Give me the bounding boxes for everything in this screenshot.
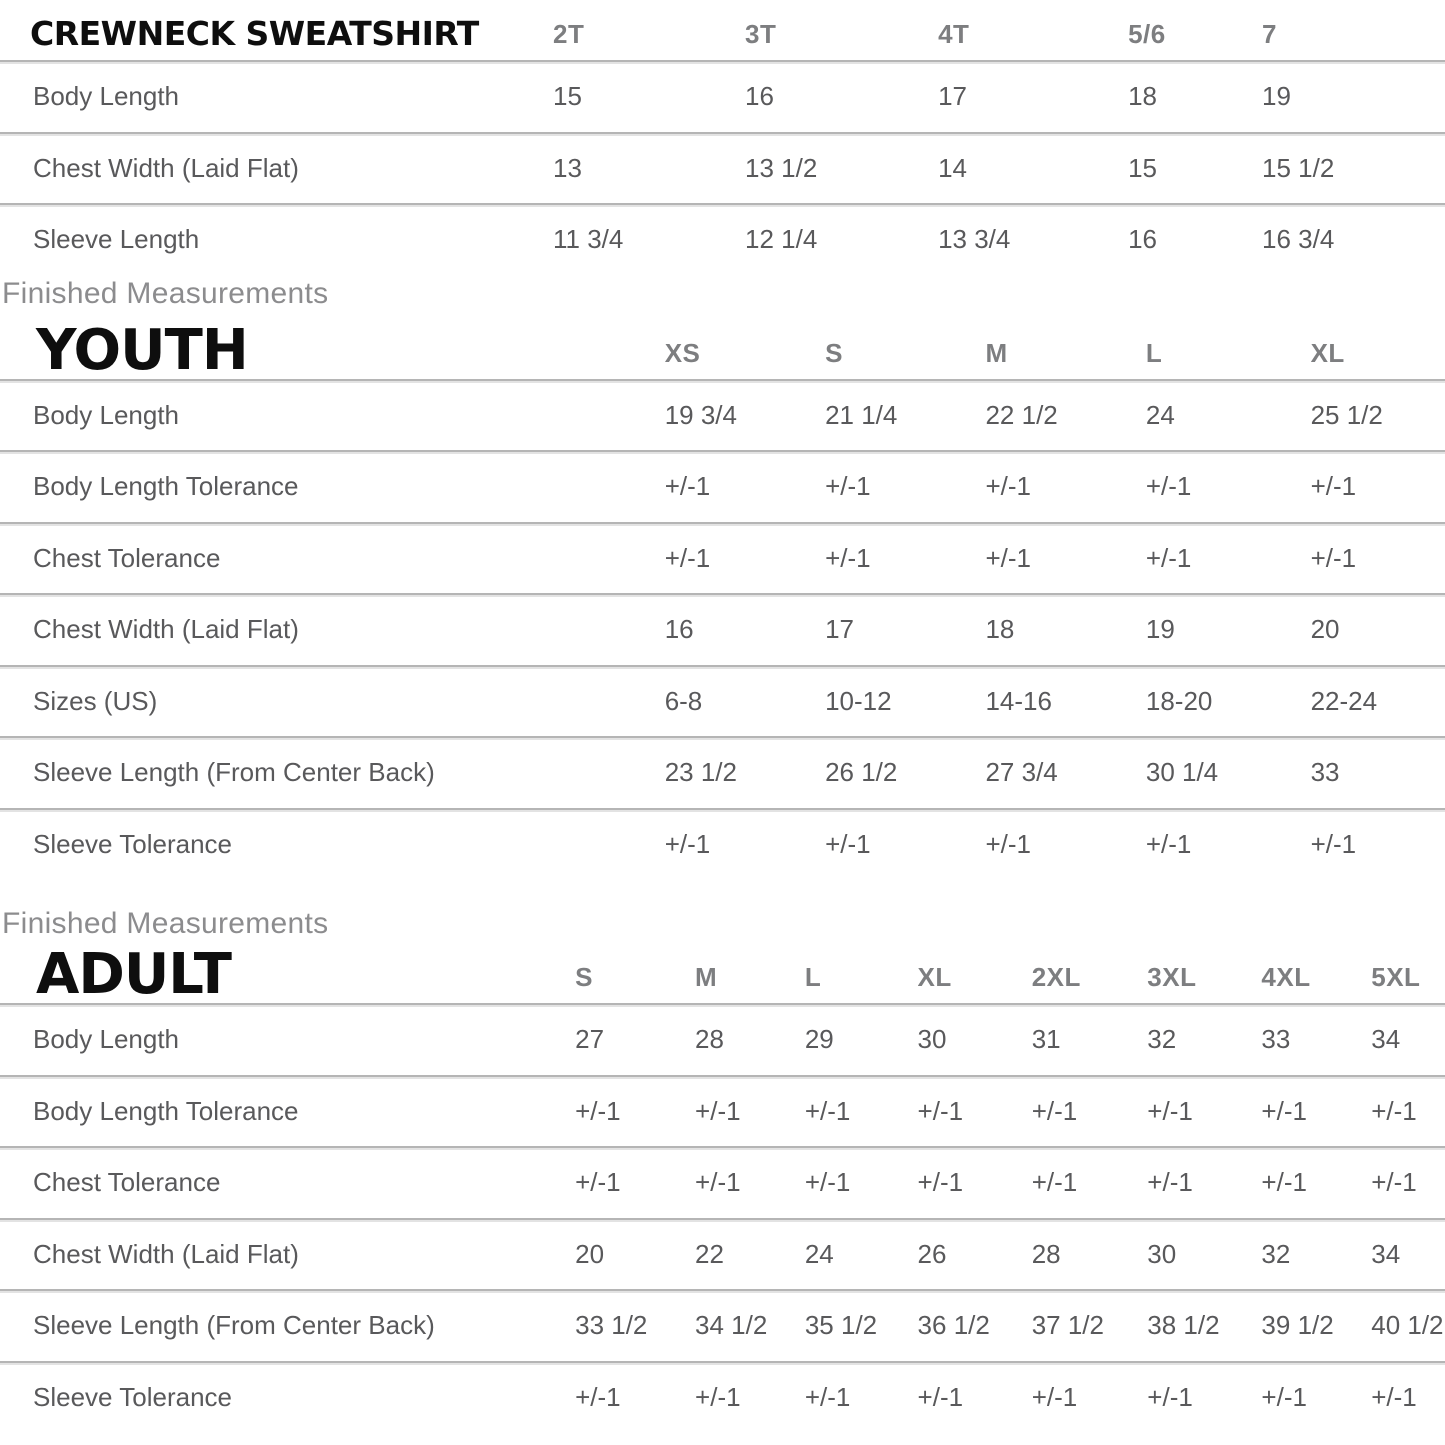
cell-value: +/-1 [575,1095,621,1126]
cell-value: 32 [1147,1024,1177,1055]
adult-section [0,905,1445,1432]
cell-value: 27 3/4 [985,757,1058,788]
cell-value: +/-1 [1261,1167,1307,1198]
cell-value: 32 [1261,1238,1291,1269]
cell-value: 34 [1371,1024,1401,1055]
cell-value: 18-20 [1145,685,1213,716]
table-row [0,1361,1445,1433]
cell-value: +/-1 [825,828,871,859]
cell-value: 23 1/2 [664,757,737,788]
cell-value: +/-1 [825,471,871,502]
cell-value: +/-1 [1261,1095,1307,1126]
cell-value: 17 [825,614,854,645]
column-header: XL [917,962,952,992]
section-title: CREWNECK SWEATSHIRT [30,17,479,53]
cell-value: 12 1/4 [745,224,818,255]
cell-value: 31 [1031,1024,1061,1055]
finished-measurements-label: Finished Measurements [2,907,329,940]
row-label: Sizes (US) [33,685,158,716]
cell-value: 19 [1145,614,1175,645]
youth-section [0,275,1445,880]
youth-header-row [0,313,1445,379]
cell-value: +/-1 [804,1095,851,1126]
cell-value: 24 [1145,399,1175,430]
column-header: M [985,337,1008,368]
cell-value: 22 [695,1238,724,1269]
cell-value: 25 1/2 [1310,399,1383,430]
row-label: Sleeve Length [33,224,200,255]
column-header: 5/6 [1128,19,1166,49]
cell-value: +/-1 [1031,1095,1078,1126]
row-label: Sleeve Length (From Center Back) [33,1310,435,1341]
cell-value: 15 1/2 [1262,152,1335,183]
row-label: Chest Tolerance [33,1167,221,1198]
cell-value: 33 [1310,757,1340,788]
cell-value: 40 1/2 [1371,1310,1444,1341]
cell-value: 17 [938,81,967,112]
cell-value: 20 [575,1238,605,1269]
cell-value: +/-1 [1147,1381,1193,1412]
column-header: L [804,962,822,992]
cell-value: 15 [1128,152,1158,183]
cell-value: 13 [553,152,582,183]
cell-value: 37 1/2 [1031,1310,1104,1341]
cell-value: +/-1 [664,471,711,502]
cell-value: +/-1 [664,542,711,573]
table-row [0,203,1445,275]
adult-header-row [0,943,1445,1003]
cell-value: +/-1 [1145,828,1192,859]
cell-value: 14 [938,152,967,183]
cell-value: 30 [1147,1238,1177,1269]
row-label: Body Length Tolerance [33,1095,299,1126]
column-header: 7 [1262,19,1277,49]
cell-value: +/-1 [1371,1381,1417,1412]
cell-value: 39 1/2 [1261,1310,1334,1341]
cell-value: +/-1 [917,1095,964,1126]
table-row [0,60,1445,132]
table-row [0,1075,1445,1147]
crewneck-table [0,0,1445,275]
row-label: Sleeve Length (From Center Back) [33,757,435,788]
cell-value: 28 [1031,1238,1061,1269]
row-label: Sleeve Tolerance [33,1381,232,1412]
adult-table [0,943,1445,1432]
cell-value: 22-24 [1310,685,1378,716]
cell-value: 27 [575,1024,605,1055]
column-header: 3T [745,19,777,49]
cell-value: +/-1 [695,1381,741,1412]
column-header: L [1145,337,1163,368]
cell-value: 36 1/2 [917,1310,990,1341]
column-header: 4XL [1261,962,1311,992]
row-label: Body Length Tolerance [33,471,299,502]
table-row [0,1289,1445,1361]
row-label: Chest Width (Laid Flat) [33,152,299,183]
cell-value: 29 [804,1024,834,1055]
cell-value: 30 [917,1024,947,1055]
cell-value: +/-1 [1371,1167,1417,1198]
table-row [0,1218,1445,1290]
cell-value: +/-1 [917,1381,964,1412]
cell-value: +/-1 [575,1381,621,1412]
column-header: XL [1310,337,1345,368]
cell-value: 19 [1262,81,1291,112]
table-row [0,665,1445,737]
table-row [0,736,1445,808]
cell-value: 21 1/4 [825,399,898,430]
cell-value: 24 [804,1238,834,1269]
cell-value: +/-1 [664,828,711,859]
cell-value: 15 [553,81,582,112]
table-row [0,593,1445,665]
cell-value: +/-1 [1031,1381,1078,1412]
cell-value: +/-1 [804,1381,851,1412]
cell-value: +/-1 [1310,542,1357,573]
cell-value: 16 3/4 [1262,224,1335,255]
row-label: Chest Tolerance [33,542,221,573]
cell-value: +/-1 [575,1167,621,1198]
section-title: ADULT [36,949,231,1003]
row-label: Body Length [33,1024,180,1055]
column-header: 2T [553,19,585,49]
cell-value: +/-1 [985,828,1031,859]
cell-value: +/-1 [825,542,871,573]
row-label: Body Length [33,399,180,430]
column-header: S [575,962,593,992]
row-label: Body Length [33,81,180,112]
column-header: 5XL [1371,962,1421,992]
cell-value: 34 [1371,1238,1401,1269]
cell-value: 13 1/2 [745,152,818,183]
table-row [0,1146,1445,1218]
cell-value: 11 3/4 [553,224,624,255]
cell-value: +/-1 [917,1167,964,1198]
table-row [0,808,1445,880]
cell-value: +/-1 [1031,1167,1078,1198]
crewneck-header-row [0,0,1445,60]
cell-value: 14-16 [985,685,1052,716]
column-header: S [825,337,843,368]
cell-value: +/-1 [1261,1381,1307,1412]
table-row [0,1003,1445,1075]
cell-value: +/-1 [695,1095,741,1126]
column-header: M [695,962,718,992]
column-header: 2XL [1031,962,1081,992]
cell-value: 13 3/4 [938,224,1011,255]
cell-value: 19 3/4 [664,399,737,430]
cell-value: 26 1/2 [825,757,898,788]
cell-value: +/-1 [1371,1095,1417,1126]
column-header: 4T [938,19,970,49]
column-header: XS [664,337,701,368]
cell-value: 26 [917,1238,947,1269]
row-label: Chest Width (Laid Flat) [33,1238,299,1269]
cell-value: +/-1 [1310,828,1357,859]
crewneck-section [0,0,1445,275]
table-row [0,379,1445,451]
cell-value: +/-1 [1147,1095,1193,1126]
table-row [0,450,1445,522]
cell-value: +/-1 [1145,542,1192,573]
cell-value: +/-1 [804,1167,851,1198]
cell-value: 18 [1128,81,1158,112]
table-row [0,132,1445,204]
cell-value: 28 [695,1024,724,1055]
table-row [0,522,1445,594]
cell-value: 6-8 [664,685,703,716]
cell-value: 33 [1261,1024,1291,1055]
section-title: YOUTH [36,324,248,379]
cell-value: +/-1 [1145,471,1192,502]
cell-value: 20 [1310,614,1340,645]
cell-value: 33 1/2 [575,1310,648,1341]
column-header: 3XL [1147,962,1197,992]
cell-value: 35 1/2 [804,1310,878,1341]
cell-value: 30 1/4 [1145,757,1219,788]
row-label: Sleeve Tolerance [33,828,232,859]
cell-value: 10-12 [825,685,892,716]
cell-value: +/-1 [1310,471,1357,502]
row-label: Chest Width (Laid Flat) [33,614,299,645]
cell-value: +/-1 [985,471,1031,502]
cell-value: +/-1 [695,1167,741,1198]
cell-value: +/-1 [985,542,1031,573]
cell-value: 22 1/2 [985,399,1058,430]
finished-measurements-label: Finished Measurements [2,276,329,310]
cell-value: +/-1 [1147,1167,1193,1198]
cell-value: 18 [985,614,1015,645]
cell-value: 16 [745,81,774,112]
youth-table [0,313,1445,880]
cell-value: 34 1/2 [695,1310,768,1341]
cell-value: 16 [664,614,694,645]
cell-value: 16 [1128,224,1158,255]
cell-value: 38 1/2 [1147,1310,1220,1341]
